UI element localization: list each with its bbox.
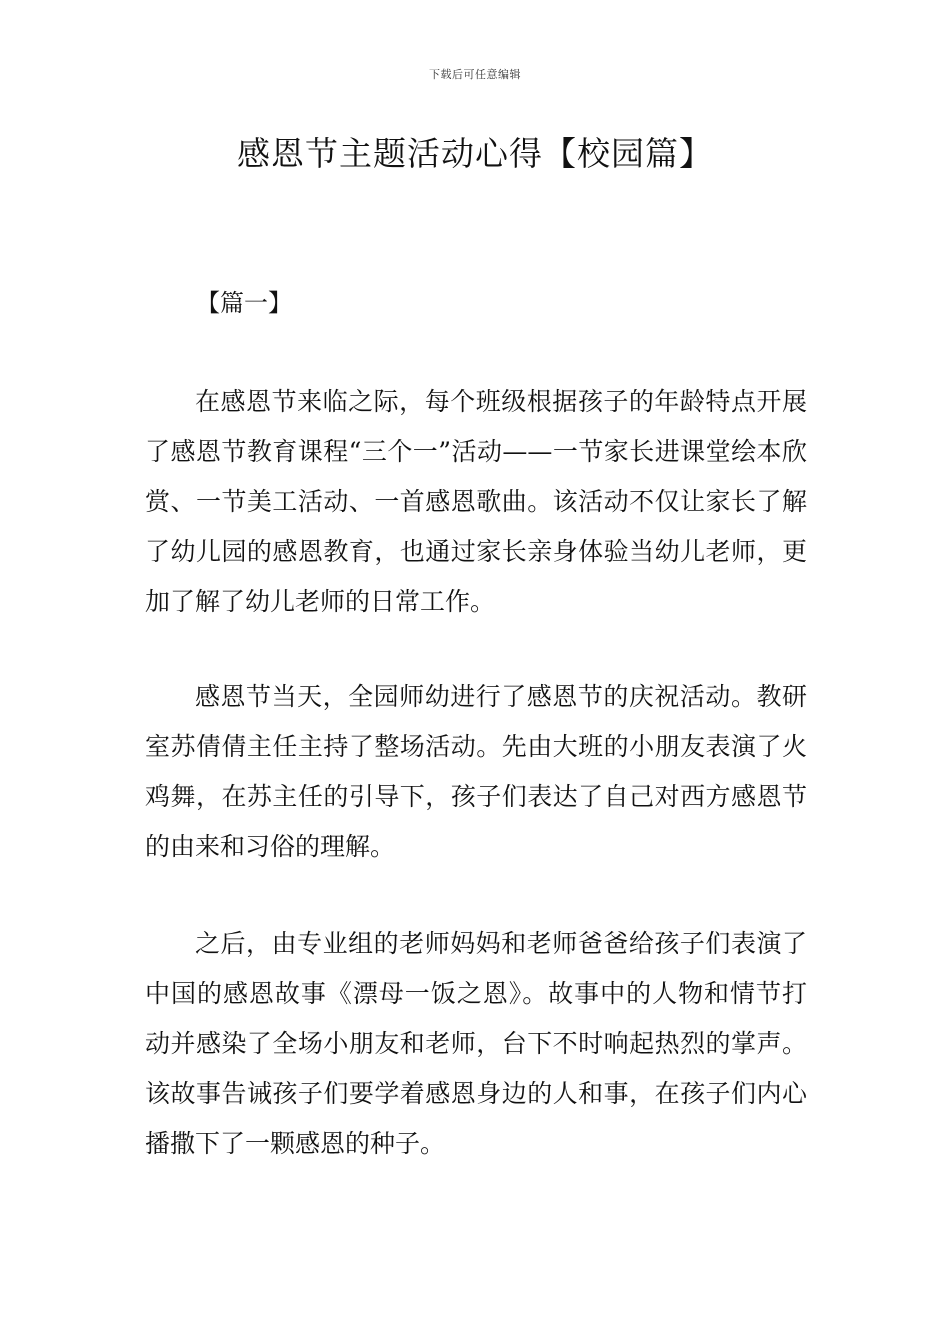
paragraph-3-block <box>145 919 807 1169</box>
paragraph: 感恩节当天，全园师幼进行了感恩节的庆祝活动。教研室苏倩倩主任主持了整场活动。先由大班的小朋友表演了火鸡舞，在苏主任的引导下，孩子们表达了自己对西方感恩节的由来和习俗的理解。 <box>145 682 807 861</box>
paragraph: 在感恩节来临之际，每个班级根据孩子的年龄特点开展了感恩节教育课程“三个一”活动——一节家长进课堂绘本欣赏、一节美工活动、一首感恩歌曲。该活动不仅让家长了解了幼儿园的感恩教育，也通过家长亲身体验当幼儿老师，更加了解了幼儿老师的日常工作。 <box>145 387 807 616</box>
header-note: 下载后可任意编辑 <box>429 68 521 81</box>
paragraph-1-block <box>145 377 807 627</box>
paragraph: 之后，由专业组的老师妈妈和老师爸爸给孩子们表演了中国的感恩故事《漂母一饭之恩》。故事中的人物和情节打动并感染了全场小朋友和老师，台下不时响起热烈的掌声。该故事告诫孩子们要学着感恩身边的人和事，在孩子们内心播撒下了一颗感恩的种子。 <box>145 929 807 1158</box>
section-label: 【篇一】 <box>196 289 292 317</box>
paragraph-2-block <box>145 672 807 872</box>
document-title: 感恩节主题活动心得【校园篇】 <box>237 134 713 173</box>
